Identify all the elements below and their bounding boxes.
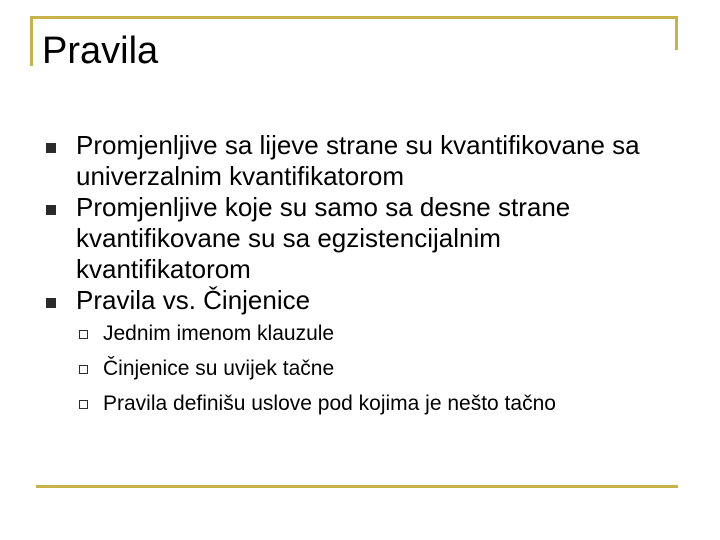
- frame-top-line: [30, 16, 678, 19]
- sub-list-item-text: Pravila definišu uslove pod kojima je nešto tačno: [103, 392, 556, 415]
- hollow-square-bullet-icon: [79, 400, 88, 409]
- list-item: [42, 192, 682, 285]
- sub-list-item-text: Činjenice su uvijek tačne: [103, 357, 335, 380]
- frame-right-line: [675, 16, 678, 50]
- sub-list-item: [76, 316, 682, 351]
- sub-list-item-text: Jednim imenom klauzule: [103, 322, 335, 345]
- list-item: [42, 285, 682, 316]
- list-item-text: Pravila vs. Činjenice: [76, 285, 311, 315]
- square-bullet-icon: [46, 143, 56, 153]
- sub-list-item: [76, 386, 682, 421]
- hollow-square-bullet-icon: [79, 330, 88, 339]
- list-item-text: Promjenljive koje su samo sa desne strane kvantifikovane su sa egzistencijalnim kvantifikatorom: [76, 192, 571, 284]
- bullet-list: [42, 130, 682, 421]
- square-bullet-icon: [46, 205, 56, 215]
- list-item-text: Promjenljive sa lijeve strane su kvantifikovane sa univerzalnim kvantifikatorom: [76, 130, 640, 191]
- sub-bullet-list: [76, 316, 682, 421]
- slide-title: Pravila: [42, 30, 159, 72]
- frame-bottom-line: [36, 485, 678, 488]
- hollow-square-bullet-icon: [79, 365, 88, 374]
- sub-list-item: [76, 351, 682, 386]
- list-item: [42, 130, 682, 192]
- frame-left-line: [30, 16, 33, 66]
- square-bullet-icon: [46, 298, 56, 308]
